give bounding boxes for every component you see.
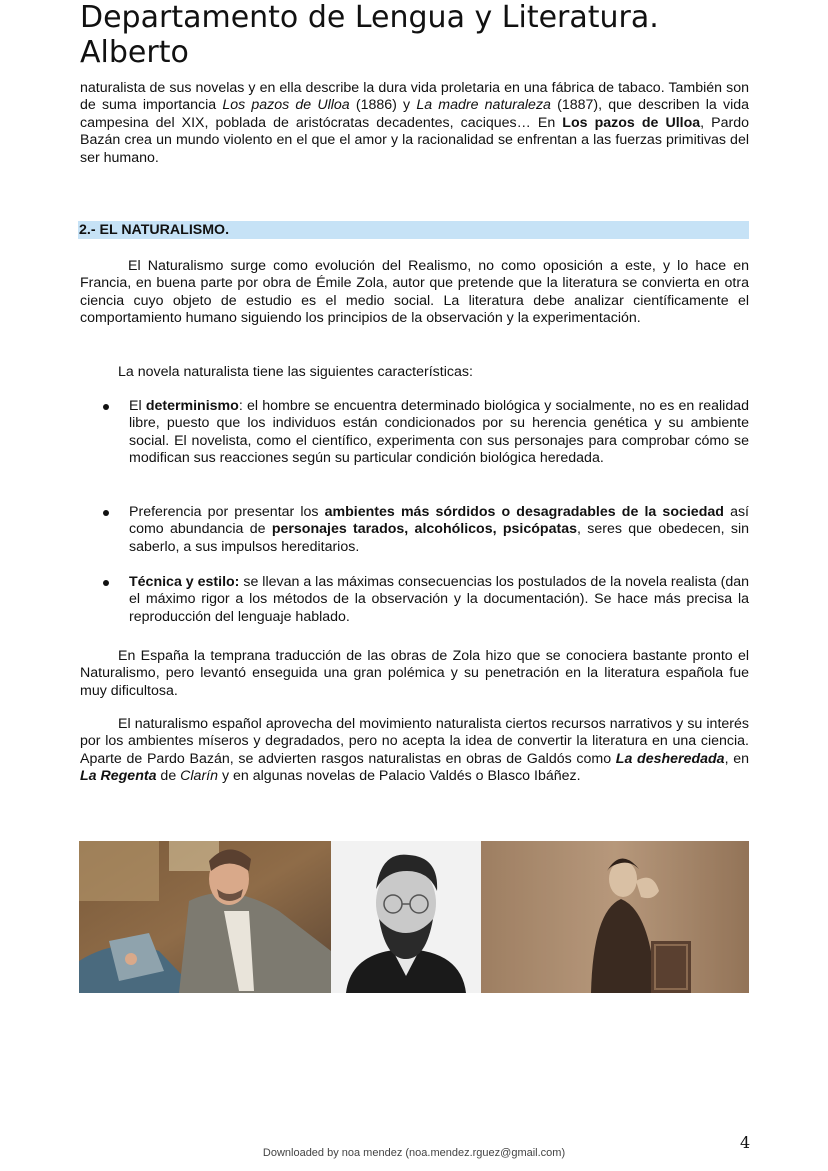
bullet-dot-2 (103, 510, 109, 516)
bullet-dot-1 (103, 404, 109, 410)
portrait-bw-man-glasses (331, 841, 481, 993)
paragraph-naturalismo-origen: El Naturalismo surge como evolución del Realismo, no como oposición a este, y lo hace en Francia, en buena parte por obra de Émile Zola, autor que pretende que la literatura se convierta en otra ciencia cuyo objeto de estudio es el medio social. La literatura debe analizar científicamente el comportamiento humano siguiendo los principios de la observación y la experimentación. (80, 258, 749, 327)
portrait-painting-man (79, 841, 331, 993)
bullet-dot-3 (103, 580, 109, 586)
page-title (80, 0, 760, 70)
bullet-determinismo: El determinismo: el hombre se encuentra determinado biológica y socialmente, no es en realidad libre, puesto que los individuos están condicionados por su herencia genética y su ambiente social. El novelista, como el científico, experimenta con sus personajes para comprobar cómo se modifican sus reacciones según su particular condición biológica heredada. (129, 398, 749, 467)
title-line-2: Alberto (80, 35, 189, 70)
author-photos (79, 841, 749, 993)
bullet-ambientes: Preferencia por presentar los ambientes más sórdidos o desagradables de la sociedad así como abundancia de personajes tarados, alcohólicos, psicópatas, seres que obedecen, sin saberlo, a sus impulsos hereditarios. (129, 504, 749, 555)
paragraph-caracteristicas-intro: La novela naturalista tiene las siguientes características: (118, 364, 473, 380)
portrait-sepia-woman (481, 841, 749, 993)
page-number: 4 (740, 1133, 751, 1152)
download-footer: Downloaded by noa mendez (noa.mendez.rguez@gmail.com) (262, 1147, 566, 1159)
section-heading: 2.- EL NATURALISMO. (78, 221, 749, 239)
title-line-1: Departamento de Lengua y Literatura. (80, 0, 659, 35)
paragraph-espana: En España la temprana traducción de las obras de Zola hizo que se conociera bastante pronto el Naturalismo, pero levantó enseguida una gran polémica y su penetración en la literatura española fue muy dificultosa. (80, 648, 749, 699)
paragraph-naturalismo-espanol: El naturalismo español aprovecha del movimiento naturalista ciertos recursos narrativos y su interés por los ambientes míseros y degradados, pero no acepta la idea de convertir la literatura en una ciencia. Aparte de Pardo Bazán, se advierten rasgos naturalistas en obras de Galdós como La desheredada, en La Regenta de Clarín y en algunas novelas de Palacio Valdés o Blasco Ibáñez. (80, 716, 749, 785)
bullet-tecnica-estilo: Técnica y estilo: se llevan a las máximas consecuencias los postulados de la novela realista (dan el máximo rigor a los métodos de la observación y la documentación). Se hace más precisa la reproducción del lenguaje hablado. (129, 574, 749, 625)
intro-paragraph: naturalista de sus novelas y en ella describe la dura vida proletaria en una fábrica de tabaco. También son de suma importancia Los pazos de Ulloa (1886) y La madre naturaleza (1887), que describen la vida campesina del XIX, poblada de aristócratas decadentes, caciques… En Los pazos de Ulloa, Pardo Bazán crea un mundo violento en el que el amor y la racionalidad se enfrentan a las fuerzas primitivas del ser humano. (80, 80, 750, 166)
